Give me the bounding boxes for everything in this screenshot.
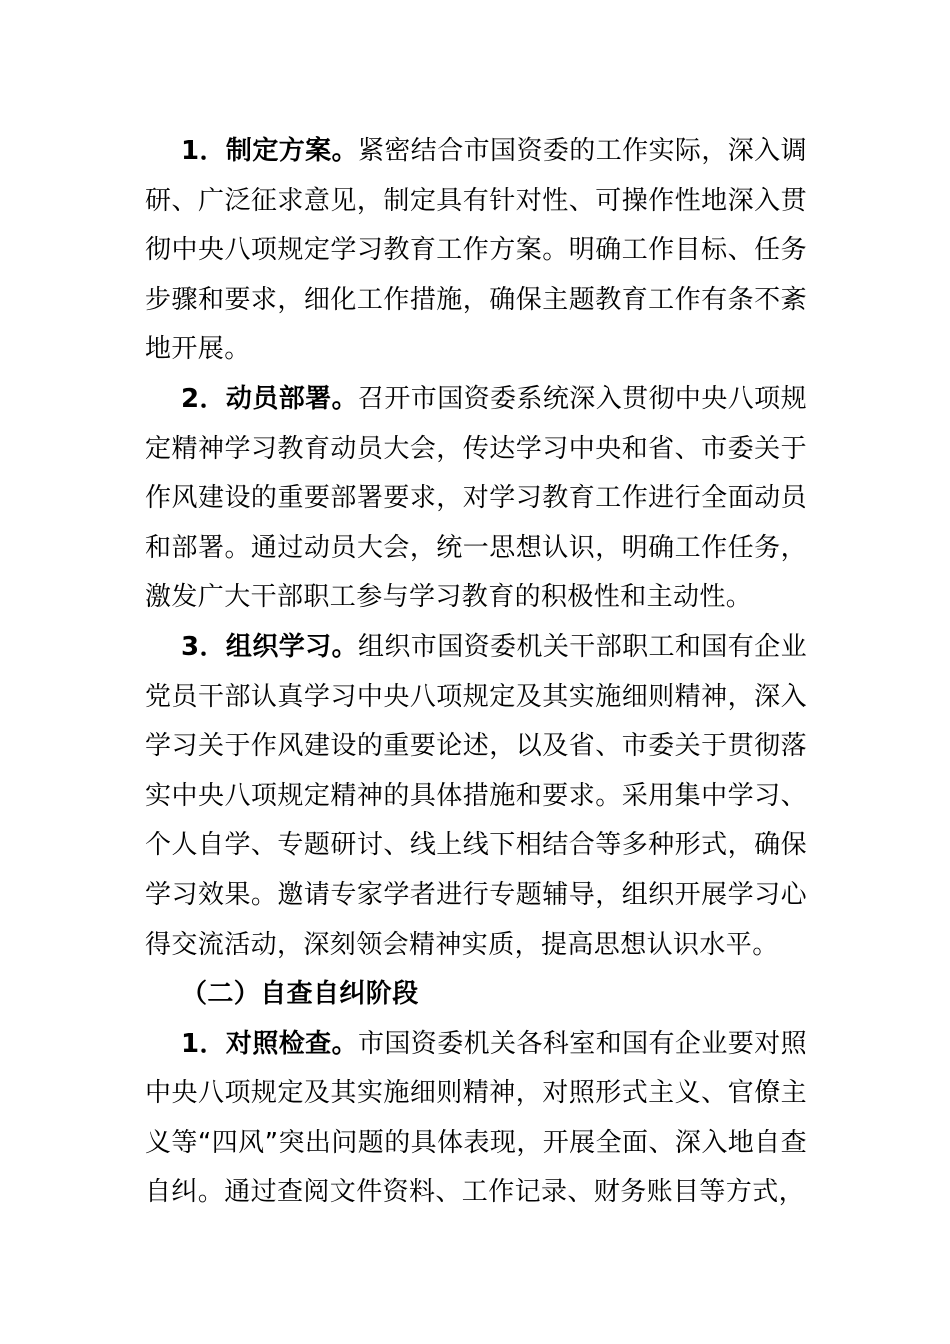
paragraph-lead: 1．制定方案。 — [181, 136, 358, 166]
paragraph-self-check — [145, 1020, 807, 1218]
paragraph-lead: 3．组织学习。 — [181, 631, 358, 662]
paragraph-text: 市国资委机关各科室和国有企业要对照中央八项规定及其实施细则精神，对照形式主义、官僚主义等“四风”突出问题的具体表现，开展全面、深入地自查自纠。通过查阅文件资料、工作记录、财务账目等方式， — [145, 1028, 807, 1208]
paragraph-text: 组织市国资委机关干部职工和国有企业党员干部认真学习中央八项规定及其实施细则精神，深入学习关于作风建设的重要论述，以及省、市委关于贯彻落实中央八项规定精神的具体措施和要求。采用集中学习、个人自学、专题研讨、线上线下相结合等多种形式，确保学习效果。邀请专家学者进行专题辅导，组织开展学习心得交流活动，深刻领会精神实质，提高思想认识水平。 — [145, 631, 807, 960]
paragraph-mobilization — [145, 375, 807, 623]
paragraph-lead: 2．动员部署。 — [181, 383, 358, 414]
paragraph-formulate-plan — [145, 127, 807, 375]
document-body — [145, 127, 807, 1218]
paragraph-lead: 1．对照检查。 — [181, 1028, 358, 1059]
section-heading: （二）自查自纠阶段 — [181, 979, 419, 1010]
paragraph-text: 召开市国资委系统深入贯彻中央八项规定精神学习教育动员大会，传达学习中央和省、市委关于作风建设的重要部署要求，对学习教育工作进行全面动员和部署。通过动员大会，统一思想认识，明确工作任务，激发广大干部职工参与学习教育的积极性和主动性。 — [145, 383, 807, 613]
paragraph-text: 紧密结合市国资委的工作实际，深入调研、广泛征求意见，制定具有针对性、可操作性地深入贯彻中央八项规定学习教育工作方案。明确工作目标、任务步骤和要求，细化工作措施，确保主题教育工作有条不紊地开展。 — [145, 136, 807, 365]
paragraph-organize-study — [145, 623, 807, 970]
